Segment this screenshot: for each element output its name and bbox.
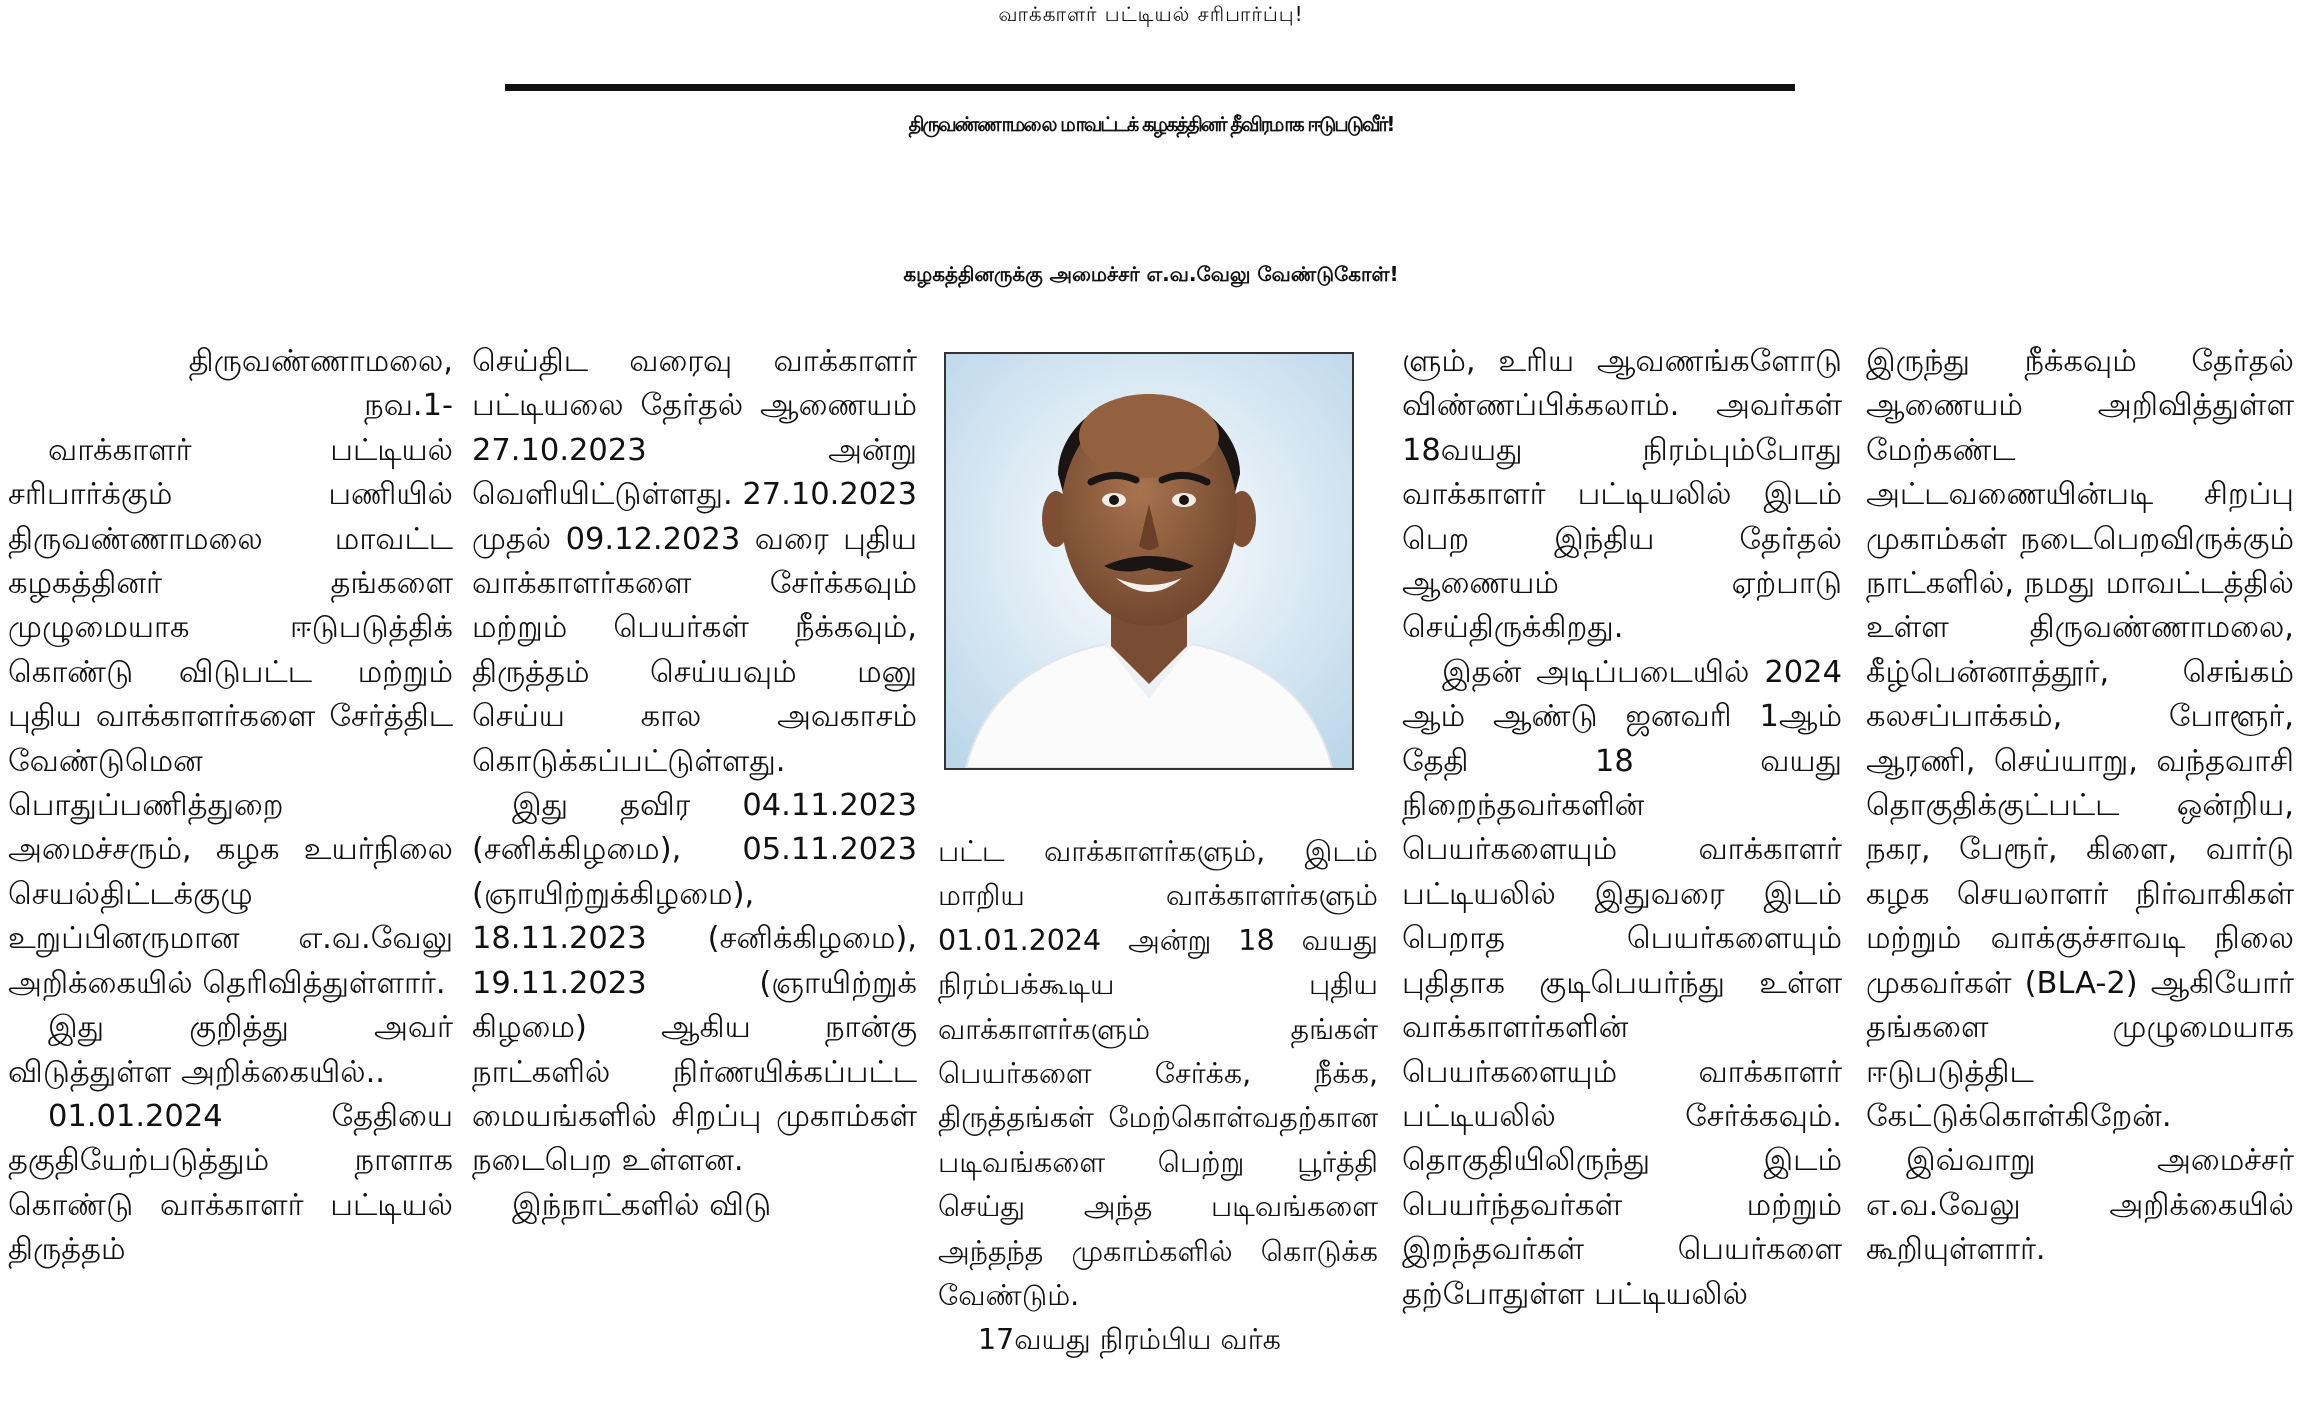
paragraph: வாக்காளர் பட்டியல் சரிபார்க்கும் பணியில் திருவண்ணாமலை மாவட்ட கழகத்தினர் தங்களை முழுமையாக ஈடுபடுத்திக் கொண்டு விடுபட்ட மற்றும் புதிய வாக்காளர்களை சேர்த்திட வேண்டுமென பொதுப்பணித்துறை அமைச்சரும், கழக உயர்நிலை செயல்திட்டக்குழு உறுப்பினருமான எ.வ.வேலு அறிக்கையில் தெரிவித்துள்ளார். [8,432,453,1001]
paragraph: இந்நாட்களில் விடு [512,1187,772,1223]
article-column-1 [8,340,453,1400]
portrait-image [946,354,1352,768]
main-headline: திருவண்ணாமலை மாவட்டக் கழகத்தினர் தீவிரமாக ஈடுபடுவீர்! [908,112,1394,136]
paragraph: பட்ட வாக்காளர்களும், இடம் மாறிய வாக்காளர்களும் 01.01.2024 அன்று 18 வயது நிரம்பக்கூடிய புதிய வாக்காளர்களும் தங்கள் பெயர்களை சேர்க்க, நீக்க, திருத்தங்கள் மேற்கொள்வதற்கான படிவங்களை பெற்று பூர்த்தி செய்து அந்த படிவங்களை அந்தந்த முகாம்களில் கொடுக்க வேண்டும். [938,835,1378,1313]
paragraph: ளும், உரிய ஆவணங்களோடு விண்ணப்பிக்கலாம். அவர்கள் 18வயது நிரம்பும்போது வாக்காளர் பட்டியலில் இடம் பெற இந்திய தேர்தல் ஆணையம் ஏற்பாடு செய்திருக்கிறது. [1402,344,1842,646]
article-column-3 [938,830,1378,1400]
paragraph: செய்திட வரைவு வாக்காளர் பட்டியலை தேர்தல் ஆணையம் 27.10.2023 அன்று வெளியிட்டுள்ளது. 27.10.2023 முதல் 09.12.2023 வரை புதிய வாக்காளர்களை சேர்க்கவும் மற்றும் பெயர்கள் நீக்கவும், திருத்தம் செய்யவும் மனு செய்ய கால அவகாசம் கொடுக்கப்பட்டுள்ளது. [472,344,917,779]
paragraph: இவ்வாறு அமைச்சர் எ.வ.வேலு அறிக்கையில் கூறியுள்ளார். [1866,1143,2294,1268]
paragraph: இதன் அடிப்படையில் 2024 ஆம் ஆண்டு ஜனவரி 1ஆம் தேதி 18 வயது நிறைந்தவர்களின் பெயர்களையும் வாக்காளர் பட்டியலில் இதுவரை இடம் பெறாத பெயர்களையும் புதிதாக குடிபெயர்ந்து உள்ள வாக்காளர்களின் பெயர்களையும் வாக்காளர் பட்டியலில் சேர்க்கவும். தொகுதியிலிருந்து இடம் பெயர்ந்தவர்கள் மற்றும் இறந்தவர்கள் பெயர்களை தற்போதுள்ள பட்டியலில் [1402,654,1842,1312]
article-column-2 [472,340,917,1400]
paragraph: 17வயது நிரம்பிய வர்க [978,1323,1281,1357]
article-column-4 [1402,340,1842,1400]
paragraph: இருந்து நீக்கவும் தேர்தல் ஆணையம் அறிவித்துள்ள மேற்கண்ட அட்டவணையின்படி சிறப்பு முகாம்கள் நடைபெறவிருக்கும் நாட்களில், நமது மாவட்டத்தில் உள்ள திருவண்ணாமலை, கீழ்பென்னாத்தூர், செங்கம் கலசப்பாக்கம், போளூர், ஆரணி, செய்யாறு, வந்தவாசி தொகுதிக்குட்பட்ட ஒன்றிய, நகர, பேரூர், கிளை, வார்டு கழக செயலாளர் நிர்வாகிகள் மற்றும் வாக்குச்சாவடி நிலை முகவர்கள் (BLA-2) ஆகியோர் தங்களை முழுமையாக ஈடுபடுத்திட கேட்டுக்கொள்கிறேன். [1866,344,2294,1134]
article-column-5 [1866,340,2294,1400]
kicker-headline: வாக்காளர் பட்டியல் சரிபார்ப்பு! [998,2,1304,26]
minister-photo [944,352,1354,770]
dateline-place: திருவண்ணாமலை, [188,344,453,379]
kicker-underline [505,84,1795,91]
sub-headline: கழகத்தினருக்கு அமைச்சர் எ.வ.வேலு வேண்டுகோள்! [903,262,1399,286]
paragraph: இது தவிர 04.11.2023 (சனிக்கிழமை), 05.11.2023 (ஞாயிற்றுக்கிழமை), 18.11.2023 (சனிக்கிழமை), 19.11.2023 (ஞாயிற்றுக் கிழமை) ஆகிய நான்கு நாட்களில் நிர்ணயிக்கப்பட்ட மையங்களில் சிறப்பு முகாம்கள் நடைபெற உள்ளன. [472,788,917,1179]
paragraph: 01.01.2024 தேதியை தகுதியேற்படுத்தும் நாளாக கொண்டு வாக்காளர் பட்டியல் திருத்தம் [8,1098,453,1268]
dateline-date: நவ.1- [364,388,453,424]
paragraph: இது குறித்து அவர் விடுத்துள்ள அறிக்கையில்.. [8,1010,453,1090]
